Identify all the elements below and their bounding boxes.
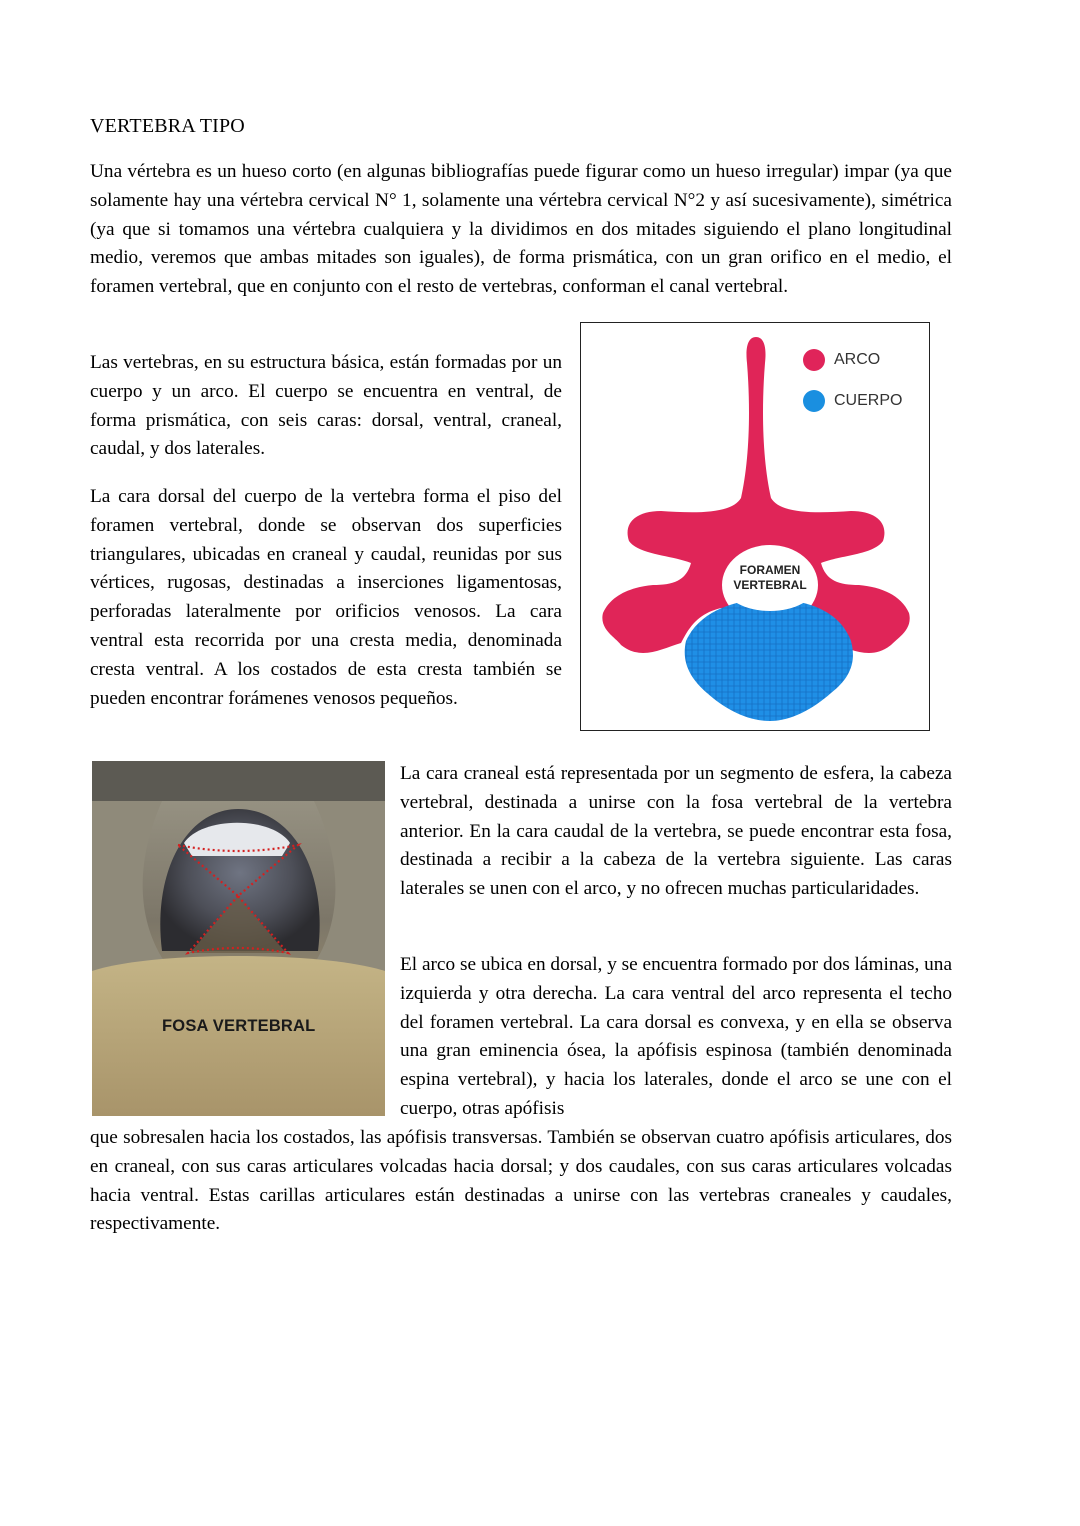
fosa-vertebral-photo-figure xyxy=(92,761,385,1116)
foramen-label-line1: FORAMEN xyxy=(739,563,801,577)
foramen-vertebral-label xyxy=(729,563,811,593)
paragraph-processes: que sobresalen hacia los costados, las apófisis transversas. También se observan cuatro apófisis articulares, dos en craneal, con sus caras articulares volcadas hacia dorsal; y dos caudales, con sus caras articulares volcadas hacia ventral. Estas carillas articulares están destinadas a unirse con las vertebras craneales y caudales, respectivamente. xyxy=(90,1127,952,1235)
legend-label-cuerpo: CUERPO xyxy=(834,392,903,409)
vertebra-diagram-illustration xyxy=(581,323,930,731)
paragraph-structure: Las vertebras, en su estructura básica, están formadas por un cuerpo y un arco. El cuerpo se encuentra en ventral, de forma prismática, con seis caras: dorsal, ventral, craneal, caudal, y dos laterales. xyxy=(90,352,562,460)
document-title: VERTEBRA TIPO xyxy=(90,115,245,137)
foramen-label-line2: VERTEBRAL xyxy=(733,578,807,592)
paragraph-arch: El arco se ubica en dorsal, y se encuentra formado por dos láminas, una izquierda y otra derecha. La cara ventral del arco representa el techo del foramen vertebral. La cara dorsal es convexa, y en ella se observa una gran eminencia ósea, la apófisis espinosa (también denominada espina vertebral), y hacia los laterales, donde el arco se une con el cuerpo, otras apófisis xyxy=(400,954,953,1119)
vertebra-diagram-figure xyxy=(580,322,930,731)
fosa-vertebral-photo-illustration xyxy=(92,761,385,1116)
paragraph-cranial-face: La cara craneal está representada por un segmento de esfera, la cabeza vertebral, destinada a unirse con la fosa vertebral de la vertebra anterior. En la cara caudal de la vertebra, se puede encontrar esta fosa, destinada a recibir a la cabeza de la vertebra siguiente. Las caras laterales se unen con el arco, y no ofrecen muchas particularidades. xyxy=(400,763,952,900)
legend-item-cuerpo xyxy=(803,390,902,412)
fosa-vertebral-label: FOSA VERTEBRAL xyxy=(162,1017,316,1035)
paragraph-dorsal-face: La cara dorsal del cuerpo de la vertebra forma el piso del foramen vertebral, donde se observan dos superficies triangulares, ubicadas en craneal y caudal, reunidas por sus vértices, rugosas, destinadas a inserciones ligamentosas, perforadas lateralmente por orificios venosos. La cara ventral esta recorrida por una cresta media, denominada cresta ventral. A los costados de esta cresta también se pueden encontrar forámenes venosos pequeños. xyxy=(90,486,562,709)
legend-item-arco xyxy=(803,349,880,371)
legend-dot-arco-icon xyxy=(803,349,825,371)
legend-dot-cuerpo-icon xyxy=(803,390,825,412)
paragraph-intro: Una vértebra es un hueso corto (en algunas bibliografías puede figurar como un hueso irregular) impar (ya que solamente hay una vértebra cervical N° 1, solamente una vértebra cervical N°2 y así sucesivamente), simétrica (ya que si tomamos una vértebra cualquiera y la dividimos en dos mitades siguiendo el plano longitudinal medio, veremos que ambas mitades son iguales), de forma prismática, con un gran orifico en el medio, el foramen vertebral, que en conjunto con el resto de vertebras, conforman el canal vertebral. xyxy=(90,161,952,298)
legend-label-arco: ARCO xyxy=(834,351,881,368)
body-shape xyxy=(685,599,853,721)
